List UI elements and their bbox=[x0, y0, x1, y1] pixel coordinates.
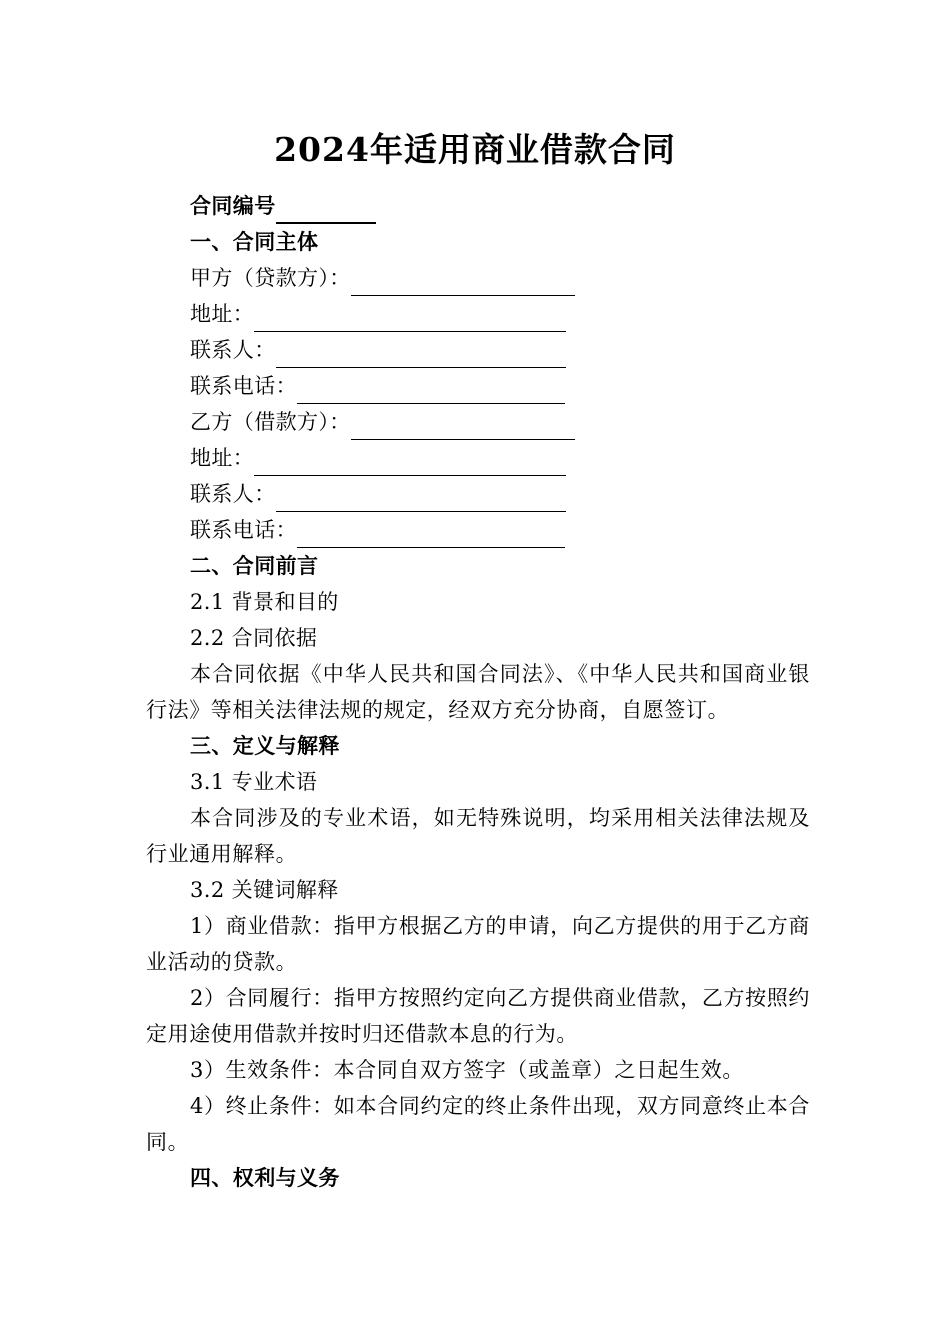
address-label: 地址： bbox=[190, 446, 255, 470]
section-heading: 四、权利与义务 bbox=[190, 1165, 340, 1190]
definition-item: 2）合同履行：指甲方按照约定向乙方提供商业借款，乙方按照约定用途使用借款并按时归还借款本息的行为。 bbox=[146, 986, 810, 1046]
party-b-phone-line bbox=[146, 512, 810, 548]
party-a-address-line bbox=[146, 296, 810, 332]
subsection-title: 2.1 背景和目的 bbox=[190, 590, 339, 614]
party-a-phone-line bbox=[146, 368, 810, 404]
phone-blank bbox=[297, 377, 565, 404]
address-blank bbox=[254, 449, 566, 476]
party-a-contact-line bbox=[146, 332, 810, 368]
party-a-line bbox=[146, 260, 810, 296]
party-b-contact-line bbox=[146, 476, 810, 512]
party-b-line bbox=[146, 404, 810, 440]
address-blank bbox=[254, 305, 566, 332]
phone-label: 联系电话： bbox=[190, 374, 297, 398]
phone-blank bbox=[297, 521, 565, 548]
paragraph: 本合同依据《中华人民共和国合同法》、《中华人民共和国商业银行法》等相关法律法规的规定，经双方充分协商，自愿签订。 bbox=[146, 662, 810, 722]
party-b-label: 乙方（借款方）： bbox=[190, 410, 351, 434]
contract-number-label: 合同编号 bbox=[190, 193, 276, 218]
address-label: 地址： bbox=[190, 302, 255, 326]
contract-number-blank bbox=[276, 196, 376, 224]
contact-blank bbox=[276, 341, 566, 368]
document-body bbox=[146, 188, 810, 1196]
definition-item: 1）商业借款：指甲方根据乙方的申请，向乙方提供的用于乙方商业活动的贷款。 bbox=[146, 914, 810, 974]
contact-label: 联系人： bbox=[190, 482, 276, 506]
paragraph: 本合同涉及的专业术语，如无特殊说明，均采用相关法律法规及行业通用解释。 bbox=[146, 806, 810, 866]
phone-label: 联系电话： bbox=[190, 518, 297, 542]
party-a-blank bbox=[351, 269, 575, 296]
party-b-address-line bbox=[146, 440, 810, 476]
definition-item: 4）终止条件：如本合同约定的终止条件出现，双方同意终止本合同。 bbox=[146, 1094, 810, 1154]
contact-blank bbox=[276, 485, 566, 512]
document-title: 2024年适用商业借款合同 bbox=[274, 130, 676, 169]
section-heading: 二、合同前言 bbox=[190, 553, 319, 578]
contract-number-line bbox=[146, 188, 810, 224]
party-b-blank bbox=[351, 413, 575, 440]
section-heading: 一、合同主体 bbox=[190, 229, 319, 254]
subsection-title: 3.1 专业术语 bbox=[190, 770, 318, 794]
party-a-label: 甲方（贷款方）： bbox=[190, 266, 351, 290]
subsection-title: 2.2 合同依据 bbox=[190, 626, 318, 650]
contact-label: 联系人： bbox=[190, 338, 276, 362]
section-heading: 三、定义与解释 bbox=[190, 733, 340, 758]
definition-item: 3）生效条件：本合同自双方签字（或盖章）之日起生效。 bbox=[190, 1058, 744, 1082]
subsection-title: 3.2 关键词解释 bbox=[190, 878, 339, 902]
